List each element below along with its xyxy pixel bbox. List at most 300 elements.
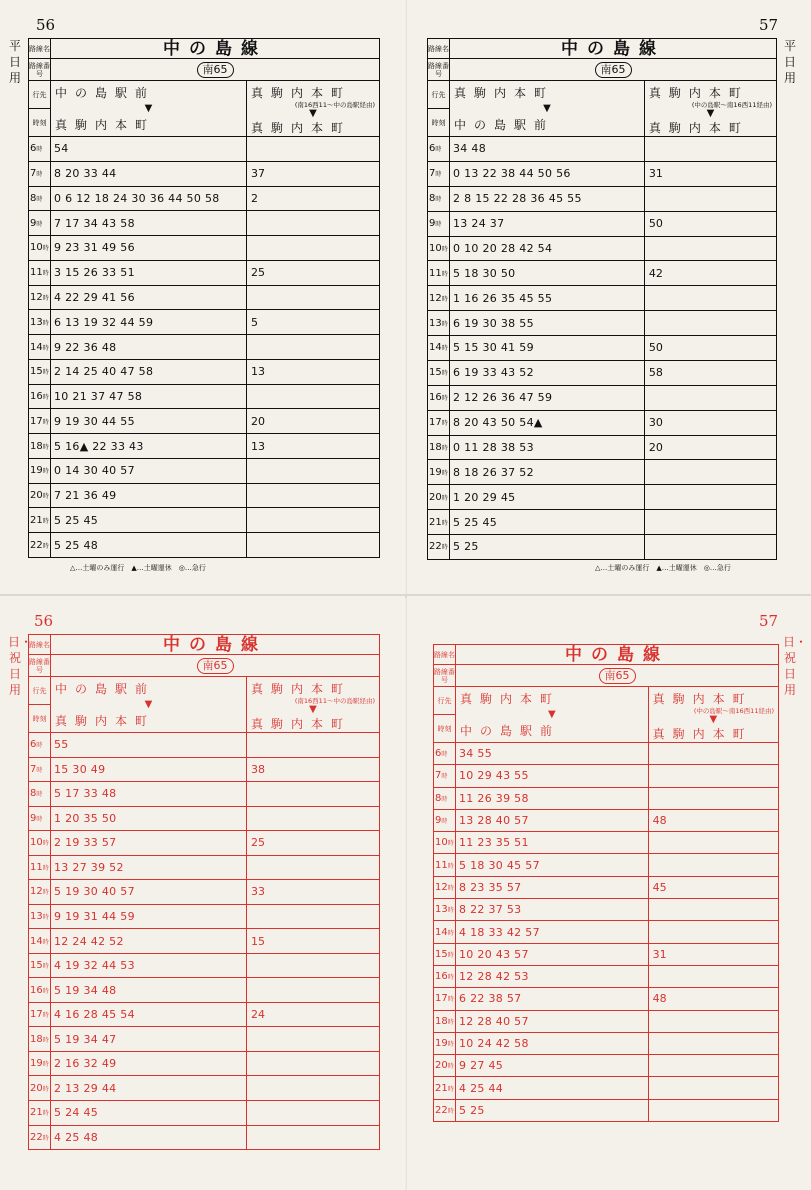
minutes-route-1: 5 15 30 41 59 — [450, 336, 645, 360]
hour-suffix: 時 — [36, 742, 43, 750]
hour-number: 15 — [429, 367, 442, 379]
hour-cell — [434, 1033, 456, 1054]
hour-suffix: 時 — [441, 751, 448, 759]
hour-number: 15 — [30, 960, 43, 972]
hour-row — [434, 1055, 778, 1077]
destination-2-top: 真駒内本町 — [648, 86, 749, 100]
hour-number: 8 — [30, 788, 37, 800]
hour-cell — [29, 162, 51, 186]
hour-number: 15 — [30, 366, 43, 378]
hour-suffix: 時 — [42, 1134, 49, 1142]
hour-row — [29, 733, 379, 758]
hour-row — [29, 261, 379, 286]
hour-suffix: 時 — [42, 542, 49, 550]
minutes-route-2 — [645, 286, 776, 310]
hour-number: 16 — [30, 984, 43, 996]
hour-suffix: 時 — [447, 884, 454, 892]
hour-suffix: 時 — [447, 929, 454, 937]
hour-cell — [29, 782, 51, 806]
minutes-route-2: 50 — [648, 217, 663, 231]
hour-row — [434, 988, 778, 1010]
hour-suffix: 時 — [435, 196, 442, 204]
route-row — [428, 59, 776, 81]
destination-2-bottom: 真駒内本町 — [652, 727, 753, 741]
hour-row — [428, 336, 776, 361]
minutes-route-2 — [649, 788, 778, 809]
hour-suffix: 時 — [42, 840, 49, 848]
minutes-route-1: 5 19 34 48 — [51, 978, 247, 1002]
hour-number: 21 — [30, 514, 43, 526]
down-arrow-icon: ▼ — [706, 108, 715, 119]
minutes-route-1: 4 22 29 41 56 — [51, 286, 247, 310]
minutes-route-2: 24 — [251, 1008, 265, 1022]
minutes-route-1: 12 24 42 52 — [51, 929, 247, 953]
hour-cell — [428, 311, 450, 335]
minutes-route-1: 11 26 39 58 — [456, 788, 649, 809]
minutes-route-2 — [247, 954, 379, 978]
hour-cell — [434, 1100, 456, 1121]
minutes-route-1: 2 8 15 22 28 36 45 55 — [450, 187, 645, 211]
hour-suffix: 時 — [447, 840, 454, 848]
minutes-route-1: 4 18 33 42 57 — [456, 921, 649, 942]
hour-row — [29, 409, 379, 434]
hour-row — [29, 236, 379, 261]
minutes-route-2 — [247, 211, 379, 235]
destination-2-bottom: 真駒内本町 — [648, 121, 749, 135]
hour-number: 14 — [30, 341, 43, 353]
hour-row — [428, 510, 776, 535]
route-cell — [51, 655, 379, 676]
minutes-route-2 — [645, 386, 776, 410]
hour-cell — [434, 1055, 456, 1076]
hour-cell — [428, 510, 450, 534]
minutes-route-1: 9 19 30 44 55 — [51, 409, 247, 433]
hour-cell — [29, 1052, 51, 1076]
minutes-route-1: 2 14 25 40 47 58 — [51, 360, 247, 384]
hour-suffix: 時 — [42, 344, 49, 352]
minutes-route-1: 9 19 31 44 59 — [51, 905, 247, 929]
down-arrow-icon: ▼ — [144, 698, 153, 710]
weekday-page-56 — [0, 0, 405, 594]
minutes-route-1: 1 20 35 50 — [51, 807, 247, 831]
hour-row — [428, 386, 776, 411]
hour-row — [434, 1100, 778, 1121]
minutes-route-1: 4 25 44 — [456, 1077, 649, 1098]
minutes-route-1: 9 27 45 — [456, 1055, 649, 1076]
route-number-label: 路線番号 — [434, 665, 456, 686]
hour-number: 19 — [30, 465, 43, 477]
minutes-route-2 — [649, 921, 778, 942]
hour-cell — [434, 966, 456, 987]
hour-suffix: 時 — [441, 773, 448, 781]
hour-suffix: 時 — [42, 369, 49, 377]
hour-row — [29, 137, 379, 162]
minutes-route-2 — [247, 978, 379, 1002]
hour-row — [428, 237, 776, 262]
timetable — [433, 644, 779, 1122]
hour-row — [29, 929, 379, 954]
via-note: (南16西11〜中の島駅経由) — [294, 101, 375, 109]
minutes-route-1: 4 25 48 — [51, 1126, 247, 1150]
minutes-route-1: 8 18 26 37 52 — [450, 460, 645, 484]
hour-row — [29, 508, 379, 533]
minutes-route-1: 9 22 36 48 — [51, 335, 247, 359]
hour-suffix: 時 — [42, 418, 49, 426]
destination-label: 行先 — [29, 677, 50, 705]
hour-number: 22 — [30, 1131, 43, 1143]
minutes-route-1: 2 19 33 57 — [51, 831, 247, 855]
hour-row — [434, 765, 778, 787]
hour-cell — [29, 187, 51, 211]
hour-suffix: 時 — [441, 395, 448, 403]
hour-suffix: 時 — [42, 517, 49, 525]
destination-1-top: 真駒内本町 — [454, 86, 555, 100]
minutes-route-2: 2 — [251, 191, 258, 205]
minutes-route-2 — [649, 765, 778, 786]
hour-cell — [434, 832, 456, 853]
hour-cell — [428, 286, 450, 310]
minutes-route-2 — [247, 1126, 379, 1150]
hour-cell — [29, 733, 51, 757]
hour-suffix: 時 — [441, 295, 448, 303]
destination-column-1 — [456, 687, 649, 742]
hour-cell — [428, 386, 450, 410]
hour-suffix: 時 — [36, 791, 43, 799]
timetable-body — [29, 733, 379, 1149]
hour-cell — [434, 743, 456, 764]
minutes-route-1: 12 28 42 53 — [456, 966, 649, 987]
minutes-route-1: 13 27 39 52 — [51, 856, 247, 880]
hour-suffix: 時 — [441, 818, 448, 826]
minutes-route-2 — [649, 1055, 778, 1076]
minutes-route-1: 8 20 33 44 — [51, 162, 247, 186]
hour-number: 10 — [429, 242, 442, 254]
minutes-route-1: 2 16 32 49 — [51, 1052, 247, 1076]
route-badge: 南65 — [595, 62, 632, 78]
minutes-route-2 — [645, 535, 776, 559]
minutes-route-2: 48 — [652, 814, 667, 828]
hour-number: 10 — [30, 242, 43, 254]
hour-suffix: 時 — [447, 951, 454, 959]
minutes-route-1: 5 25 — [450, 535, 645, 559]
line-name-label: 路線名 — [434, 645, 456, 664]
hour-row — [434, 966, 778, 988]
hour-cell — [29, 1076, 51, 1100]
hour-row — [29, 211, 379, 236]
minutes-route-2 — [247, 1101, 379, 1125]
minutes-route-1: 5 25 45 — [51, 508, 247, 532]
hour-number: 6 — [30, 739, 37, 751]
hour-suffix: 時 — [447, 862, 454, 870]
hour-row — [428, 411, 776, 436]
hour-cell — [428, 361, 450, 385]
hour-suffix: 時 — [42, 987, 49, 995]
hour-row — [434, 854, 778, 876]
minutes-route-2: 31 — [652, 947, 667, 961]
destination-2-top: 真駒内本町 — [251, 682, 352, 696]
hour-number: 19 — [435, 1038, 448, 1049]
hour-number: 16 — [429, 392, 442, 404]
hour-cell — [434, 944, 456, 965]
hour-row — [434, 788, 778, 810]
route-cell — [51, 59, 379, 80]
hour-number: 15 — [435, 948, 448, 960]
hour-number: 18 — [30, 1033, 43, 1045]
hour-suffix: 時 — [441, 469, 448, 477]
hour-cell — [428, 436, 450, 460]
minutes-route-1: 5 25 48 — [51, 533, 247, 557]
route-row — [29, 655, 379, 677]
route-number-label: 路線番号 — [29, 59, 51, 80]
minutes-route-1: 4 16 28 45 54 — [51, 1003, 247, 1027]
destination-labels — [428, 81, 450, 136]
hour-number: 13 — [429, 317, 442, 329]
hour-suffix: 時 — [447, 1063, 454, 1071]
minutes-route-1: 10 24 42 58 — [456, 1033, 649, 1054]
destination-2-top: 真駒内本町 — [251, 86, 352, 100]
hour-cell — [29, 1027, 51, 1051]
hour-number: 19 — [30, 1058, 43, 1070]
hour-cell — [428, 237, 450, 261]
page-number: 57 — [759, 16, 779, 34]
hour-suffix: 時 — [42, 1012, 49, 1020]
hour-cell — [29, 831, 51, 855]
minutes-route-2: 45 — [652, 880, 667, 894]
hour-suffix: 時 — [441, 795, 448, 803]
hour-cell — [428, 261, 450, 285]
minutes-route-1: 5 24 45 — [51, 1101, 247, 1125]
hour-cell — [434, 788, 456, 809]
hour-number: 18 — [30, 440, 43, 452]
destination-column-1 — [51, 81, 247, 136]
hour-number: 17 — [429, 417, 442, 429]
title-row — [29, 635, 379, 655]
minutes-route-2 — [649, 966, 778, 987]
minutes-route-2: 38 — [251, 762, 265, 776]
minutes-route-2 — [649, 743, 778, 764]
hour-number: 22 — [435, 1104, 448, 1116]
minutes-route-1: 4 19 32 44 53 — [51, 954, 247, 978]
hour-suffix: 時 — [42, 864, 49, 872]
destination-header — [434, 687, 778, 743]
minutes-route-2 — [645, 187, 776, 211]
schedule-type-label: 平日用 — [783, 39, 796, 85]
via-note: (中の島駅〜南16西11経由) — [693, 707, 774, 715]
destination-2-bottom: 真駒内本町 — [251, 121, 352, 135]
hour-cell — [29, 533, 51, 557]
hour-row — [29, 310, 379, 335]
minutes-route-1: 5 17 33 48 — [51, 782, 247, 806]
hour-suffix: 時 — [42, 394, 49, 402]
hour-number: 16 — [435, 971, 448, 983]
down-arrow-icon: ▼ — [144, 102, 153, 114]
hour-number: 21 — [435, 1082, 448, 1094]
destination-label: 行先 — [434, 687, 455, 715]
hour-number: 7 — [429, 168, 436, 180]
route-badge: 南65 — [197, 62, 234, 78]
schedule-type-label: 日・祝日用 — [8, 635, 33, 697]
hour-cell — [29, 807, 51, 831]
minutes-route-2 — [645, 311, 776, 335]
destination-1-bottom: 中の島駅前 — [454, 118, 555, 132]
destination-labels — [29, 677, 51, 732]
hour-cell — [29, 856, 51, 880]
hour-number: 12 — [429, 292, 442, 304]
hour-suffix: 時 — [42, 270, 49, 278]
hour-cell — [434, 899, 456, 920]
hour-suffix: 時 — [441, 519, 448, 527]
hour-cell — [29, 1003, 51, 1027]
minutes-route-1: 5 25 45 — [450, 510, 645, 534]
destination-column-2 — [649, 687, 778, 742]
timetable-body — [434, 743, 778, 1121]
hour-suffix: 時 — [435, 146, 442, 154]
minutes-route-2 — [247, 137, 379, 161]
minutes-route-1: 1 16 26 35 45 55 — [450, 286, 645, 310]
hour-number: 14 — [429, 342, 442, 354]
minutes-route-2 — [247, 1027, 379, 1051]
via-note: (南16西11〜中の島駅経由) — [294, 697, 375, 705]
hour-cell — [428, 411, 450, 435]
minutes-route-2 — [247, 856, 379, 880]
minutes-route-2 — [247, 459, 379, 483]
minutes-route-2: 58 — [648, 366, 663, 380]
minutes-route-2 — [649, 854, 778, 875]
title-row — [29, 39, 379, 59]
hour-cell — [29, 905, 51, 929]
minutes-route-2: 25 — [251, 836, 265, 850]
schedule-type-label: 日・祝日用 — [783, 635, 808, 697]
hour-row — [29, 385, 379, 410]
minutes-route-2 — [247, 385, 379, 409]
hour-number: 9 — [435, 815, 442, 827]
minutes-route-1: 1 20 29 45 — [450, 485, 645, 509]
hour-row — [434, 1011, 778, 1033]
hour-row — [434, 921, 778, 943]
hour-suffix: 時 — [36, 220, 43, 228]
hour-cell — [428, 212, 450, 236]
hour-cell — [428, 460, 450, 484]
hour-cell — [29, 286, 51, 310]
route-row — [29, 59, 379, 81]
destination-header — [428, 81, 776, 137]
minutes-route-2 — [645, 237, 776, 261]
via-note: (中の島駅〜南16西11経由) — [691, 101, 772, 109]
holiday-page-56 — [0, 596, 405, 1190]
hour-number: 17 — [30, 1009, 43, 1021]
hour-suffix: 時 — [447, 1085, 454, 1093]
destination-column-2 — [247, 81, 379, 136]
minutes-route-2 — [247, 1052, 379, 1076]
minutes-route-2: 25 — [251, 266, 265, 280]
hour-number: 8 — [30, 192, 37, 204]
hour-number: 9 — [429, 218, 436, 230]
hour-number: 13 — [30, 910, 43, 922]
route-row — [434, 665, 778, 687]
minutes-route-2: 13 — [251, 365, 265, 379]
minutes-route-2 — [247, 807, 379, 831]
title-row — [434, 645, 778, 665]
minutes-route-2: 15 — [251, 934, 265, 948]
hour-row — [434, 832, 778, 854]
minutes-route-2 — [649, 1033, 778, 1054]
hour-number: 12 — [30, 886, 43, 898]
hour-row — [29, 1052, 379, 1077]
minutes-route-2 — [247, 335, 379, 359]
hour-row — [434, 1033, 778, 1055]
minutes-route-2: 33 — [251, 885, 265, 899]
minutes-route-2 — [247, 484, 379, 508]
destination-2-top: 真駒内本町 — [652, 692, 753, 706]
hour-row — [29, 335, 379, 360]
hour-suffix: 時 — [42, 294, 49, 302]
hour-cell — [434, 1011, 456, 1032]
hour-suffix: 時 — [36, 815, 43, 823]
hour-row — [29, 831, 379, 856]
destination-1-bottom: 真駒内本町 — [55, 118, 156, 132]
hour-suffix: 時 — [36, 195, 43, 203]
destination-label: 行先 — [29, 81, 50, 109]
hour-number: 14 — [30, 935, 43, 947]
minutes-route-2 — [247, 782, 379, 806]
hour-row — [29, 782, 379, 807]
minutes-route-2 — [649, 1077, 778, 1098]
timetable — [28, 634, 380, 1150]
hour-row — [29, 1076, 379, 1101]
minutes-route-1: 7 21 36 49 — [51, 484, 247, 508]
hour-row — [29, 905, 379, 930]
hour-suffix: 時 — [42, 1110, 49, 1118]
minutes-route-2: 48 — [652, 992, 667, 1006]
hour-cell — [29, 1101, 51, 1125]
hour-cell — [29, 409, 51, 433]
hour-cell — [428, 535, 450, 559]
minutes-route-1: 2 12 26 36 47 59 — [450, 386, 645, 410]
minutes-route-1: 10 29 43 55 — [456, 765, 649, 786]
hour-suffix: 時 — [441, 494, 448, 502]
minutes-route-1: 6 19 33 43 52 — [450, 361, 645, 385]
minutes-route-1: 5 19 30 40 57 — [51, 880, 247, 904]
hour-suffix: 時 — [441, 444, 448, 452]
minutes-route-2: 37 — [251, 167, 265, 181]
route-number-label: 路線番号 — [428, 59, 450, 80]
hour-number: 20 — [30, 490, 43, 502]
minutes-route-1: 6 13 19 32 44 59 — [51, 310, 247, 334]
hour-suffix: 時 — [42, 1036, 49, 1044]
minutes-route-1: 15 30 49 — [51, 758, 247, 782]
minutes-route-2 — [247, 733, 379, 757]
minutes-route-2 — [649, 899, 778, 920]
hour-number: 11 — [30, 267, 43, 279]
legend: △…土曜のみ運行 ▲…土曜運休 ◎…急行 — [70, 564, 206, 572]
minutes-route-1: 0 11 28 38 53 — [450, 436, 645, 460]
hour-cell — [428, 162, 450, 186]
minutes-route-1: 8 20 43 50 54▲ — [450, 411, 645, 435]
hour-cell — [29, 1126, 51, 1150]
route-badge: 南65 — [599, 668, 636, 684]
minutes-route-1: 10 20 43 57 — [456, 944, 649, 965]
minutes-route-2: 13 — [251, 439, 265, 453]
hour-number: 11 — [429, 267, 442, 279]
minutes-route-1: 5 19 34 47 — [51, 1027, 247, 1051]
minutes-route-2: 50 — [648, 341, 663, 355]
minutes-route-2: 20 — [648, 440, 663, 454]
hour-cell — [428, 187, 450, 211]
hour-suffix: 時 — [441, 270, 448, 278]
hour-number: 6 — [429, 143, 436, 155]
time-label: 時刻 — [437, 724, 452, 733]
hour-suffix: 時 — [447, 1107, 454, 1115]
